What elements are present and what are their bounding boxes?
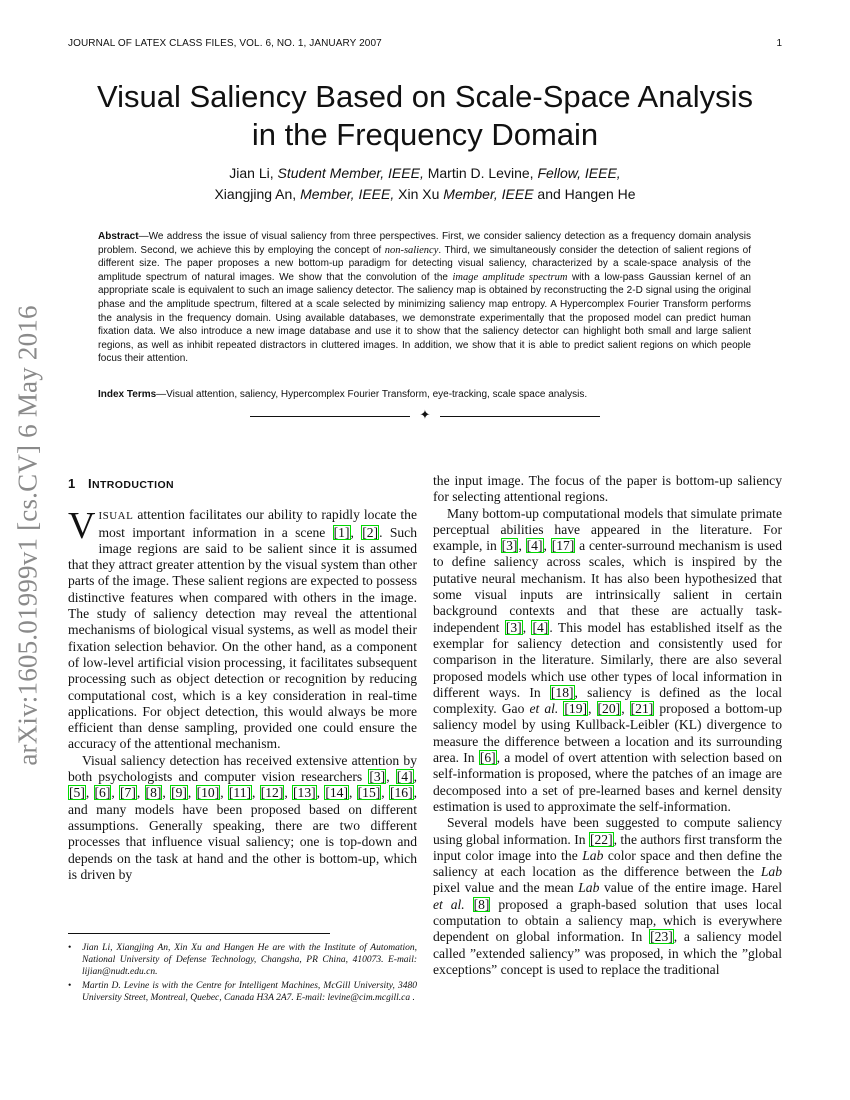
section-title-rest: NTRODUCTION [92,479,174,491]
citation-link[interactable]: [4] [396,769,413,785]
citation-link[interactable]: [7] [120,785,136,801]
section-number: 1 [68,476,76,491]
abstract-term: non-saliency [384,244,439,256]
paragraph-text: the input image. The focus of the paper is bottom-up saliency for selecting attentional regions. [433,473,782,505]
citation-link[interactable]: [9] [171,785,187,801]
divider-ornament-icon: ✦ [419,407,431,422]
abstract-term: image amplitude spectrum [452,271,568,283]
citation-link[interactable]: [5] [69,785,85,801]
abstract [98,230,751,366]
paragraph-text: Visual saliency detection has received extensive attention by both psychologists and computer vision researchers [68,752,417,785]
paragraph-text: , and many models have been proposed based on different assumptions. Generally speaking, there are two different processes that influence visual saliency; one is top-down and depends on the task at hand and the other is bottom-up, which is driven by [68,785,418,882]
citation-link[interactable]: [23] [650,929,673,945]
footnote-rule [68,933,330,934]
math-symbol: Lab [578,880,600,896]
paragraph-text: proposed a bottom-up saliency model by using Kullback-Leibler (KL) divergence to measure the difference between a location and its surrounding area. In [433,701,783,766]
et-al: et al. [433,896,465,912]
citation-link[interactable]: [14] [325,785,348,801]
divider-rule-right [440,416,600,417]
paragraph-text: value of the entire image. Harel [599,880,782,896]
author-name: Martin D. Levine, [423,165,538,181]
arxiv-stamp-text: arXiv:1605.01999v1 [cs.CV] 6 May 2016 [12,304,43,766]
page-number: 1 [776,38,782,49]
citation-link[interactable]: [11] [228,785,252,801]
index-terms [98,388,751,401]
citation-link[interactable]: [8] [473,896,490,912]
paper-title [0,78,850,154]
paragraph: VISUAL attention facilitates our ability to rapidly locate the most important information in a scene [1], [2]. Such image regions are said to be salient since it is assumed that they attract greater attention by the visual system than other parts of the image. These salient regions are expected to possess distinctive features when compared with others in the image. The study of saliency detection may reveal the attentional mechanisms of biological visual systems, as well as model their fixation selection behavior. On the other hand, as a component of low-level artificial vision processing, it facilitates subsequent processing such as object detection or recognition by reducing computational cost, which is a key consideration in real-time applications. For object detection, this would always be more efficient than dense sampling, provided one could ensure the accuracy of the attentional mechanism. [68,505,417,752]
left-column [68,473,417,883]
paragraph-text: color space and then define the saliency at each location as the difference between the [433,847,782,880]
citation-link[interactable]: [4] [526,538,543,554]
paragraph-text: proposed a graph-based solution that uses local computation to obtain a saliency map, which is everywhere dependent on global information. In [433,896,783,945]
paragraph [433,473,782,506]
index-terms-label: Index Terms [98,389,157,400]
section-heading [68,476,417,493]
author-line-1 [0,163,850,184]
citation-link[interactable]: [18] [550,684,574,700]
citation-link[interactable]: [8] [145,785,162,801]
author-line-2 [0,184,850,205]
small-caps-text: ISUAL [98,510,134,523]
title-line-1: Visual Saliency Based on Scale-Space Analysis [97,79,753,114]
author-name: and Hangen He [533,186,636,202]
arxiv-stamp [6,290,50,780]
paragraph-text: , a model of overt attention with selection based on self-information is proposed, where the patches of an image are decomposed into a set of pre-learned bases and kernel density estimation is used to approximate the self-information. [433,750,782,814]
paragraph-text: pixel value and the mean [433,880,579,896]
section-divider [250,408,600,424]
paragraph-text: a center-surround mechanism is used to define saliency across scales, which is inspired by the putative neural mechanism. It has also been hypothesized that some visual inputs are intrinsically salient in certain background contexts and that these are actually task-independent [433,538,782,635]
author-list [0,163,850,205]
citation-link[interactable]: [17] [551,538,575,554]
citation-link[interactable]: [15] [357,785,381,801]
paragraph-text: Several models have been suggested to compute saliency using global information. In [433,815,782,847]
citation-link[interactable]: [3] [505,619,522,635]
paragraph-text: , a saliency model called ”extended saliency” was proposed, in which the ”global exceptions” concept is used to replace the traditional [433,929,782,977]
paragraph-text: , the authors first transform the input color image into the [433,831,782,863]
citation-link[interactable]: [6] [479,750,496,766]
author-name: Xin Xu [394,186,444,202]
abstract-text: . Third, we simultaneously consider the detection of salient regions of different size. The paper proposes a new bottom-up paradigm for detecting visual saliency, characterized by a scale-space analysis of the amplitude spectrum of natural images. We show that the convolution of the [98,244,751,283]
citation-link[interactable]: [12] [260,785,284,801]
citation-link[interactable]: [1] [333,524,350,540]
author-name: Jian Li, [229,165,278,181]
paragraph: Many bottom-up computational models that simulate primate perceptual abilities have appeared in the literature. For example, in [3], [4], [17] a center-surround mechanism is used to define saliency across scales, which is inspired by the putative neural mechanism. It has also been hypothesized that some visual inputs are intrinsically salient in certain background contexts and that these are actually task-independent [3], [4]. This model has established itself as the exemplar for saliency detection and consistently used for comparison in the literature. Similarly, there are also several proposed models which use other types of local information in different ways. In [18], saliency is defined as the local complexity. Gao et al. [19], [20], [21] proposed a bottom-up saliency model by using Kullback-Leibler (KL) divergence to measure the difference between a location and its surrounding area. In [6], a model of overt attention with selection based on self-information is proposed, where the patches of an image are decomposed into a set of pre-learned bases and kernel density estimation is used to approximate the self-information. [433,505,783,814]
citation-link[interactable]: [22] [589,831,613,847]
paragraph-text: . This model has established itself as the exemplar for saliency detection and consistently used for comparison in the literature. Similarly, there are also several proposed models which use other types of local information in different ways. In [433,619,782,700]
citation-link[interactable]: [21] [630,701,654,717]
citation-link[interactable]: [3] [369,769,386,785]
bullet-icon: • [68,981,72,991]
citation-link[interactable]: [19] [564,701,588,717]
citation-link[interactable]: [10] [196,785,220,801]
right-column [433,473,782,978]
bullet-icon: • [68,943,72,953]
drop-cap: V [68,505,96,548]
author-role: Fellow, IEEE, [537,165,621,181]
section-title-initial: I [88,476,93,491]
abstract-text: with a low-pass Gaussian kernel of an appropriate scale is equivalent to such an image saliency detector. The saliency map is obtained by reconstructing the 2-D signal using the original phase and the amplitude spectrum, filtered at a scale selected by minimizing saliency map entropy. A Hypercomplex Fourier Transform performs the analysis in the frequency domain. Using available databases, we demonstrate experimentally that the proposed model can predict human fixation data. We also introduce a new image database and use it to show that the saliency detector can highlight both small and large salient regions, as well as inhibit repeated distractors in cluttered images. In addition, we show that it is able to predict salient regions on which people focus their attention. [98,271,751,365]
citation-link[interactable]: [20] [597,701,621,717]
footnote [68,980,417,1004]
author-role: Member, IEEE, [300,186,395,202]
citation-link[interactable]: [13] [293,785,316,801]
author-name: Xiangjing An, [214,186,301,202]
paragraph-text: , saliency is defined as the local complexity. Gao [433,684,782,717]
citation-link[interactable]: [4] [532,619,549,635]
citation-link[interactable]: [16] [389,785,413,801]
math-symbol: Lab [760,864,782,880]
citation-link[interactable]: [6] [94,785,111,801]
paragraph-text: attention facilitates our ability to rapidly locate the most important information in a scene [98,507,417,540]
citation-link[interactable]: [2] [362,524,379,540]
running-head: JOURNAL OF LATEX CLASS FILES, VOL. 6, NO. 1, JANUARY 2007 [68,38,382,49]
author-role: Member, IEEE [443,186,534,202]
math-symbol: Lab [582,847,604,863]
author-role: Student Member, IEEE, [277,165,424,181]
paragraph-text: Many bottom-up computational models that simulate primate perceptual abilities have appeared in the literature. For example, in [433,505,782,554]
footnotes [68,942,417,1006]
footnote-text: Martin D. Levine is with the Centre for Intelligent Machines, McGill University, 3480 University Street, Montreal, Quebec, Canada H3A 2A7. E-mail: levine@cim.mcgill.ca . [82,981,417,1003]
paragraph [68,753,417,883]
footnote-text: Jian Li, Xiangjing An, Xin Xu and Hangen He are with the Institute of Automation, National University of Defense Technology, Changsha, PR China, 410073. E-mail: lijian@nudt.edu.cn. [82,943,417,977]
paragraph [433,815,782,978]
divider-rule-left [250,416,410,417]
citation-group: [3], [4], [5], [6], [7], [8], [9], [10], [11], [12], [13], [14], [15], [16] [69,769,418,801]
index-terms-text: —Visual attention, saliency, Hypercomplex Fourier Transform, eye-tracking, scale space analysis. [156,389,588,400]
citation-link[interactable]: [3] [501,538,518,554]
paragraph-text: . Such image regions are said to be salient since it is assumed that they attract greater attention by the visual system than other parts of the image. These salient regions are expected to possess distinctive features when compared with others in the image. The study of saliency detection may reveal the attentional mechanisms of biological visual systems, as well as model their fixation selection behavior. On the other hand, as a component of low-level artificial vision processing, it facilitates subsequent processing such as object detection or recognition by reducing computational cost, which is a key consideration in real-time applications. For object detection, this would always be more efficient than dense sampling, provided one could ensure the accuracy of the attentional mechanism. [68,524,417,752]
abstract-label: Abstract [98,231,139,242]
et-al: et al. [529,701,559,717]
abstract-text: —We address the issue of visual saliency from three perspectives. First, we consider saliency detection as a frequency domain analysis problem. Second, we achieve this by employing the concept of [98,231,751,256]
footnote [68,942,417,978]
title-line-2: in the Frequency Domain [251,117,599,152]
